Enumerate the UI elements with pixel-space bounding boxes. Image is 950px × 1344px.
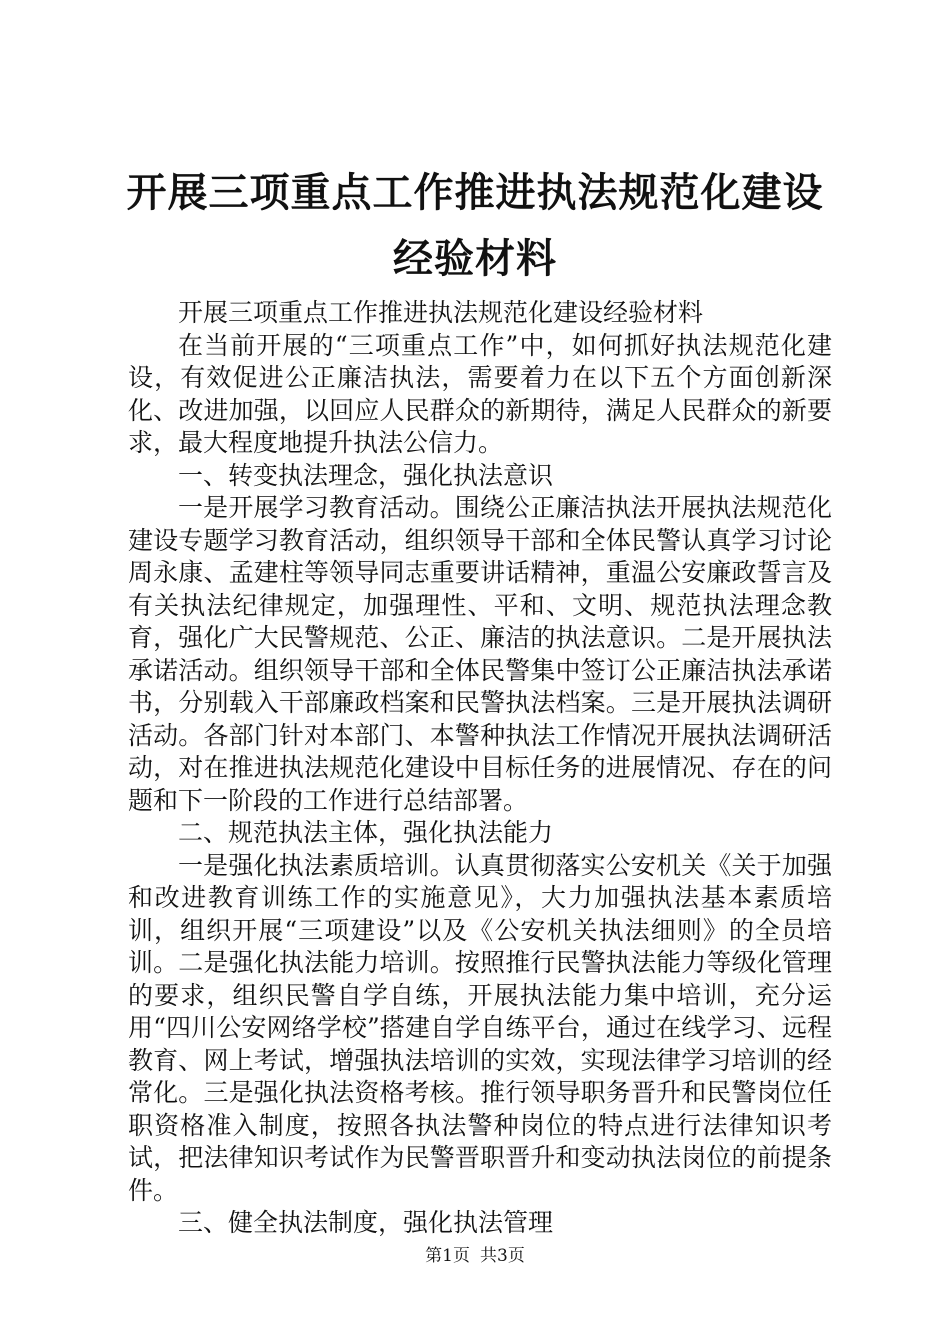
document-title: 开展三项重点工作推进执法规范化建设经验材料 <box>126 170 824 282</box>
body-paragraph-intro: 在当前开展的“三项重点工作”中，如何抓好执法规范化建设，有效促进公正廉洁执法，需要着力在以下五个方面创新深化、改进加强，以回应人民群众的新期待，满足人民群众的新要求，最大程度地提升执法公信力。 <box>128 330 832 457</box>
section-heading-1: 一、转变执法理念，强化执法意识 <box>178 460 554 490</box>
page-footer <box>0 1244 950 1268</box>
body-paragraph-doc-title: 开展三项重点工作推进执法规范化建设经验材料 <box>178 298 704 327</box>
body-paragraph-section-1: 一是开展学习教育活动。围绕公正廉洁执法开展执法规范化建设专题学习教育活动，组织领导干部和全体民警认真学习讨论周永康、孟建柱等领导同志重要讲话精神，重温公安廉政誓言及有关执法纪律规定，加强理性、平和、文明、规范执法理念教育，强化广大民警规范、公正、廉洁的执法意识。二是开展执法承诺活动。组织领导干部和全体民警集中签订公正廉洁执法承诺书，分别载入干部廉政档案和民警执法档案。三是开展执法调研活动。各部门针对本部门、本警种执法工作情况开展执法调研活动，对在推进执法规范化建设中目标任务的进展情况、存在的问题和下一阶段的工作进行总结部署。 <box>128 493 832 815</box>
document-body <box>128 297 832 1240</box>
page-total: 共3页 <box>480 1246 525 1266</box>
page-number: 第1页 <box>425 1246 470 1266</box>
section-heading-2: 二、规范执法主体，强化执法能力 <box>178 818 554 847</box>
body-paragraph-section-2: 一是强化执法素质培训。认真贯彻落实公安机关《关于加强和改进教育训练工作的实施意见》，大力加强执法基本素质培训，组织开展“三项建设”以及《公安机关执法细则》的全员培训。二是强化执法能力培训。按照推行民警执法能力等级化管理的要求，组织民警自学自练，开展执法能力集中培训，充分运用“四川公安网络学校”搭建自学自练平台，通过在线学习、远程教育、网上考试，增强执法培训的实效，实现法律学习培训的经常化。三是强化执法资格考核。推行领导职务晋升和民警岗位任职资格准入制度，按照各执法警种岗位的特点进行法律知识考试，把法律知识考试作为民警晋职晋升和变动执法岗位的前提条件。 <box>128 850 832 1205</box>
section-heading-3: 三、健全执法制度，强化执法管理 <box>178 1208 554 1237</box>
